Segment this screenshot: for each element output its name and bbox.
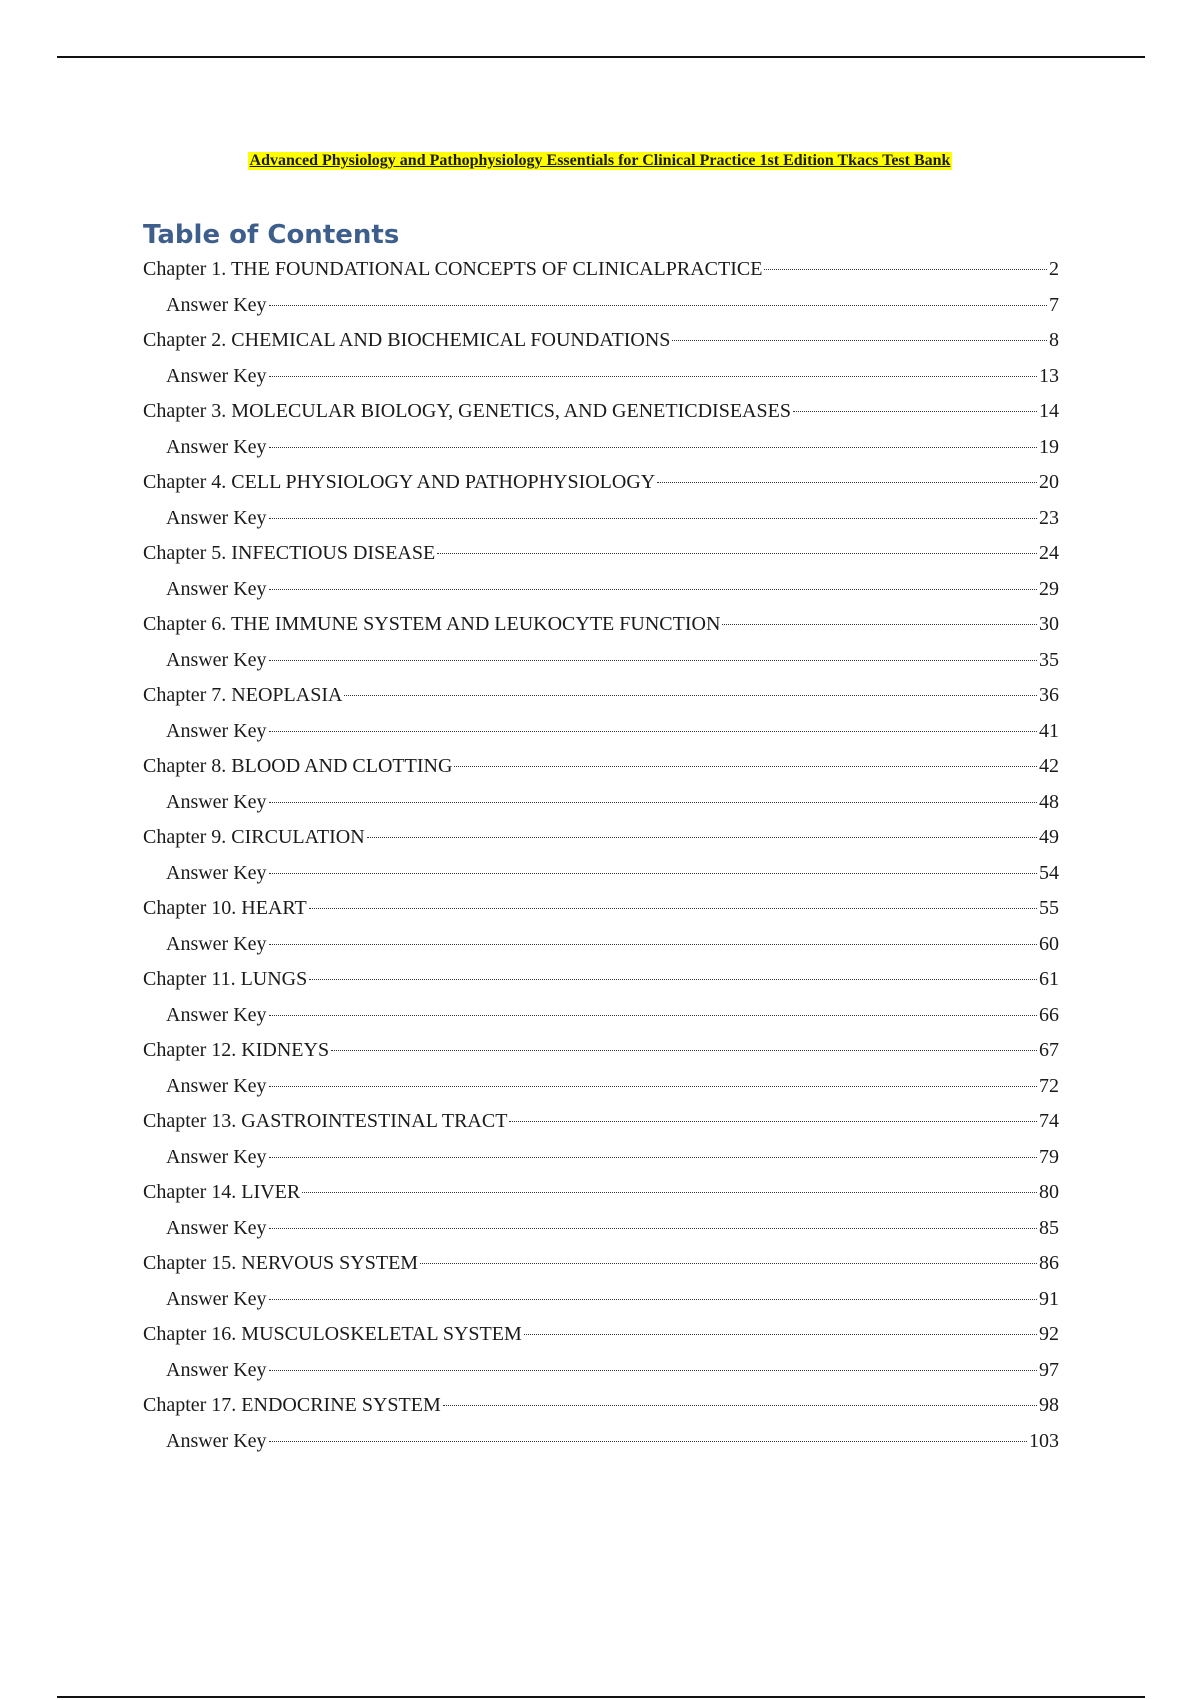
toc-entry-label: Chapter 12. KIDNEYS — [143, 1039, 330, 1061]
toc-entry-label: Answer Key — [166, 648, 267, 671]
toc-entry-label: Chapter 7. NEOPLASIA — [143, 684, 343, 706]
toc-entry-label: Chapter 13. GASTROINTESTINAL TRACT — [143, 1110, 508, 1132]
toc-entry-label: Chapter 11. LUNGS — [143, 968, 308, 990]
title-word: Practice — [699, 152, 756, 169]
title-word: Physiology — [322, 152, 396, 169]
toc-dot-leader — [269, 589, 1037, 590]
toc-heading: Table of Contents — [143, 220, 400, 250]
toc-dot-leader — [269, 944, 1037, 945]
toc-entry-label: Answer Key — [166, 790, 267, 813]
toc-chapter-entry[interactable] — [143, 1175, 1059, 1211]
toc-entry-page-number: 61 — [1039, 968, 1059, 990]
title-word: Pathophysiology — [429, 152, 543, 169]
toc-chapter-entry[interactable] — [143, 1388, 1059, 1424]
toc-answer-key-entry[interactable] — [143, 501, 1059, 537]
toc-answer-key-entry[interactable] — [143, 856, 1059, 892]
toc-entry-label: Chapter 17. ENDOCRINE SYSTEM — [143, 1394, 441, 1416]
toc-entry-label: Answer Key — [166, 1216, 267, 1239]
toc-dot-leader — [722, 624, 1037, 625]
toc-answer-key-entry[interactable] — [143, 998, 1059, 1034]
toc-entry-label: Chapter 3. MOLECULAR BIOLOGY, GENETICS, AND GENETICDISEASES — [143, 400, 791, 422]
toc-entry-page-number: 48 — [1039, 790, 1059, 813]
toc-chapter-entry[interactable] — [143, 607, 1059, 643]
footer-rule — [57, 1696, 1145, 1698]
toc-dot-leader — [657, 482, 1037, 483]
toc-entry-page-number: 42 — [1039, 755, 1059, 777]
toc-answer-key-entry[interactable] — [143, 1211, 1059, 1247]
toc-entry-label: Chapter 16. MUSCULOSKELETAL SYSTEM — [143, 1323, 522, 1345]
title-word: Clinical — [642, 152, 696, 169]
toc-entry-page-number: 55 — [1039, 897, 1059, 919]
toc-entry-label: Answer Key — [166, 577, 267, 600]
toc-entry-label: Answer Key — [166, 861, 267, 884]
toc-entry-label: Chapter 8. BLOOD AND CLOTTING — [143, 755, 453, 777]
toc-dot-leader — [302, 1192, 1037, 1193]
toc-dot-leader — [269, 1228, 1037, 1229]
toc-entry-page-number: 36 — [1039, 684, 1059, 706]
toc-entry-page-number: 92 — [1039, 1323, 1059, 1345]
toc-entry-page-number: 103 — [1029, 1429, 1059, 1452]
toc-entry-page-number: 60 — [1039, 932, 1059, 955]
title-word: Test — [882, 152, 910, 169]
toc-answer-key-entry[interactable] — [143, 1069, 1059, 1105]
toc-dot-leader — [269, 802, 1037, 803]
toc-entry-page-number: 91 — [1039, 1287, 1059, 1310]
title-word: Essentials — [546, 152, 615, 169]
toc-entry-page-number: 85 — [1039, 1216, 1059, 1239]
toc-entry-label: Answer Key — [166, 1003, 267, 1026]
toc-dot-leader — [269, 1086, 1037, 1087]
document-title — [0, 150, 1200, 172]
toc-answer-key-entry[interactable] — [143, 359, 1059, 395]
toc-answer-key-entry[interactable] — [143, 643, 1059, 679]
toc-entry-page-number: 66 — [1039, 1003, 1059, 1026]
title-word: Edition — [783, 152, 834, 169]
toc-entry-label: Answer Key — [166, 1358, 267, 1381]
toc-answer-key-entry[interactable] — [143, 430, 1059, 466]
toc-entry-page-number: 35 — [1039, 648, 1059, 671]
header-rule — [57, 56, 1145, 58]
toc-entry-page-number: 41 — [1039, 719, 1059, 742]
toc-entry-page-number: 30 — [1039, 613, 1059, 635]
toc-entry-page-number: 8 — [1049, 329, 1059, 351]
toc-dot-leader — [420, 1263, 1037, 1264]
title-word: Bank — [913, 152, 951, 169]
toc-chapter-entry[interactable] — [143, 678, 1059, 714]
toc-answer-key-entry[interactable] — [143, 1353, 1059, 1389]
toc-dot-leader — [269, 1441, 1027, 1442]
toc-dot-leader — [764, 269, 1047, 270]
toc-entry-label: Answer Key — [166, 435, 267, 458]
toc-dot-leader — [269, 1015, 1037, 1016]
toc-answer-key-entry[interactable] — [143, 714, 1059, 750]
toc-entry-label: Chapter 5. INFECTIOUS DISEASE — [143, 542, 436, 564]
toc-entry-label: Answer Key — [166, 1145, 267, 1168]
toc-entry-label: Chapter 4. CELL PHYSIOLOGY AND PATHOPHYSIOLOGY — [143, 471, 656, 493]
toc-chapter-entry[interactable] — [143, 323, 1059, 359]
toc-chapter-entry[interactable] — [143, 1104, 1059, 1140]
toc-dot-leader — [269, 873, 1037, 874]
toc-chapter-entry[interactable] — [143, 1246, 1059, 1282]
toc-chapter-entry[interactable] — [143, 962, 1059, 998]
toc-entry-label: Chapter 10. HEART — [143, 897, 307, 919]
toc-dot-leader — [454, 766, 1037, 767]
toc-entry-label: Answer Key — [166, 293, 267, 316]
title-word: for — [618, 152, 639, 169]
toc-dot-leader — [443, 1405, 1037, 1406]
toc-dot-leader — [269, 731, 1037, 732]
title-word: Tkacs — [837, 152, 879, 169]
toc-entry-label: Chapter 15. NERVOUS SYSTEM — [143, 1252, 419, 1274]
toc-entry-label: Answer Key — [166, 364, 267, 387]
toc-entry-page-number: 29 — [1039, 577, 1059, 600]
toc-chapter-entry[interactable] — [143, 252, 1059, 288]
toc-answer-key-entry[interactable] — [143, 1140, 1059, 1176]
toc-entry-page-number: 86 — [1039, 1252, 1059, 1274]
toc-entry-page-number: 67 — [1039, 1039, 1059, 1061]
toc-entry-page-number: 20 — [1039, 471, 1059, 493]
toc-dot-leader — [309, 908, 1037, 909]
title-word: 1st — [759, 152, 780, 169]
toc-entry-label: Answer Key — [166, 506, 267, 529]
toc-dot-leader — [269, 305, 1047, 306]
toc-entry-label: Chapter 9. CIRCULATION — [143, 826, 365, 848]
toc-entry-page-number: 74 — [1039, 1110, 1059, 1132]
toc-chapter-entry[interactable] — [143, 536, 1059, 572]
toc-entry-page-number: 97 — [1039, 1358, 1059, 1381]
toc-entry-page-number: 80 — [1039, 1181, 1059, 1203]
table-of-contents — [143, 252, 1059, 1459]
toc-entry-label: Answer Key — [166, 1074, 267, 1097]
toc-answer-key-entry[interactable] — [143, 785, 1059, 821]
toc-dot-leader — [269, 1370, 1037, 1371]
toc-dot-leader — [524, 1334, 1037, 1335]
toc-dot-leader — [331, 1050, 1037, 1051]
toc-answer-key-entry[interactable] — [143, 1282, 1059, 1318]
toc-entry-page-number: 79 — [1039, 1145, 1059, 1168]
toc-dot-leader — [793, 411, 1037, 412]
toc-entry-label: Chapter 1. THE FOUNDATIONAL CONCEPTS OF CLINICALPRACTICE — [143, 258, 763, 280]
toc-dot-leader — [269, 447, 1037, 448]
toc-answer-key-entry[interactable] — [143, 1424, 1059, 1460]
toc-dot-leader — [509, 1121, 1037, 1122]
toc-entry-page-number: 23 — [1039, 506, 1059, 529]
toc-dot-leader — [269, 518, 1037, 519]
toc-chapter-entry[interactable] — [143, 1317, 1059, 1353]
toc-chapter-entry[interactable] — [143, 1033, 1059, 1069]
toc-entry-page-number: 7 — [1049, 293, 1059, 316]
toc-entry-page-number: 2 — [1049, 258, 1059, 280]
toc-entry-label: Chapter 6. THE IMMUNE SYSTEM AND LEUKOCYTE FUNCTION — [143, 613, 721, 635]
toc-entry-page-number: 19 — [1039, 435, 1059, 458]
toc-chapter-entry[interactable] — [143, 394, 1059, 430]
toc-dot-leader — [437, 553, 1037, 554]
toc-entry-page-number: 14 — [1039, 400, 1059, 422]
toc-entry-page-number: 98 — [1039, 1394, 1059, 1416]
toc-entry-page-number: 72 — [1039, 1074, 1059, 1097]
toc-dot-leader — [672, 340, 1047, 341]
toc-dot-leader — [269, 1299, 1037, 1300]
toc-entry-label: Answer Key — [166, 1429, 267, 1452]
toc-chapter-entry[interactable] — [143, 820, 1059, 856]
toc-dot-leader — [309, 979, 1037, 980]
toc-entry-label: Chapter 14. LIVER — [143, 1181, 301, 1203]
toc-entry-page-number: 13 — [1039, 364, 1059, 387]
toc-chapter-entry[interactable] — [143, 465, 1059, 501]
toc-entry-label: Answer Key — [166, 932, 267, 955]
toc-entry-label: Chapter 2. CHEMICAL AND BIOCHEMICAL FOUNDATIONS — [143, 329, 671, 351]
toc-entry-page-number: 54 — [1039, 861, 1059, 884]
toc-dot-leader — [344, 695, 1037, 696]
document-title-highlight — [248, 152, 953, 170]
toc-dot-leader — [269, 1157, 1037, 1158]
title-word: and — [399, 152, 426, 169]
title-word: Advanced — [249, 152, 318, 169]
toc-chapter-entry[interactable] — [143, 891, 1059, 927]
toc-answer-key-entry[interactable] — [143, 288, 1059, 324]
toc-entry-page-number: 49 — [1039, 826, 1059, 848]
toc-chapter-entry[interactable] — [143, 749, 1059, 785]
toc-entry-page-number: 24 — [1039, 542, 1059, 564]
toc-answer-key-entry[interactable] — [143, 572, 1059, 608]
toc-entry-label: Answer Key — [166, 1287, 267, 1310]
toc-answer-key-entry[interactable] — [143, 927, 1059, 963]
toc-dot-leader — [367, 837, 1037, 838]
toc-dot-leader — [269, 660, 1037, 661]
toc-entry-label: Answer Key — [166, 719, 267, 742]
toc-dot-leader — [269, 376, 1037, 377]
